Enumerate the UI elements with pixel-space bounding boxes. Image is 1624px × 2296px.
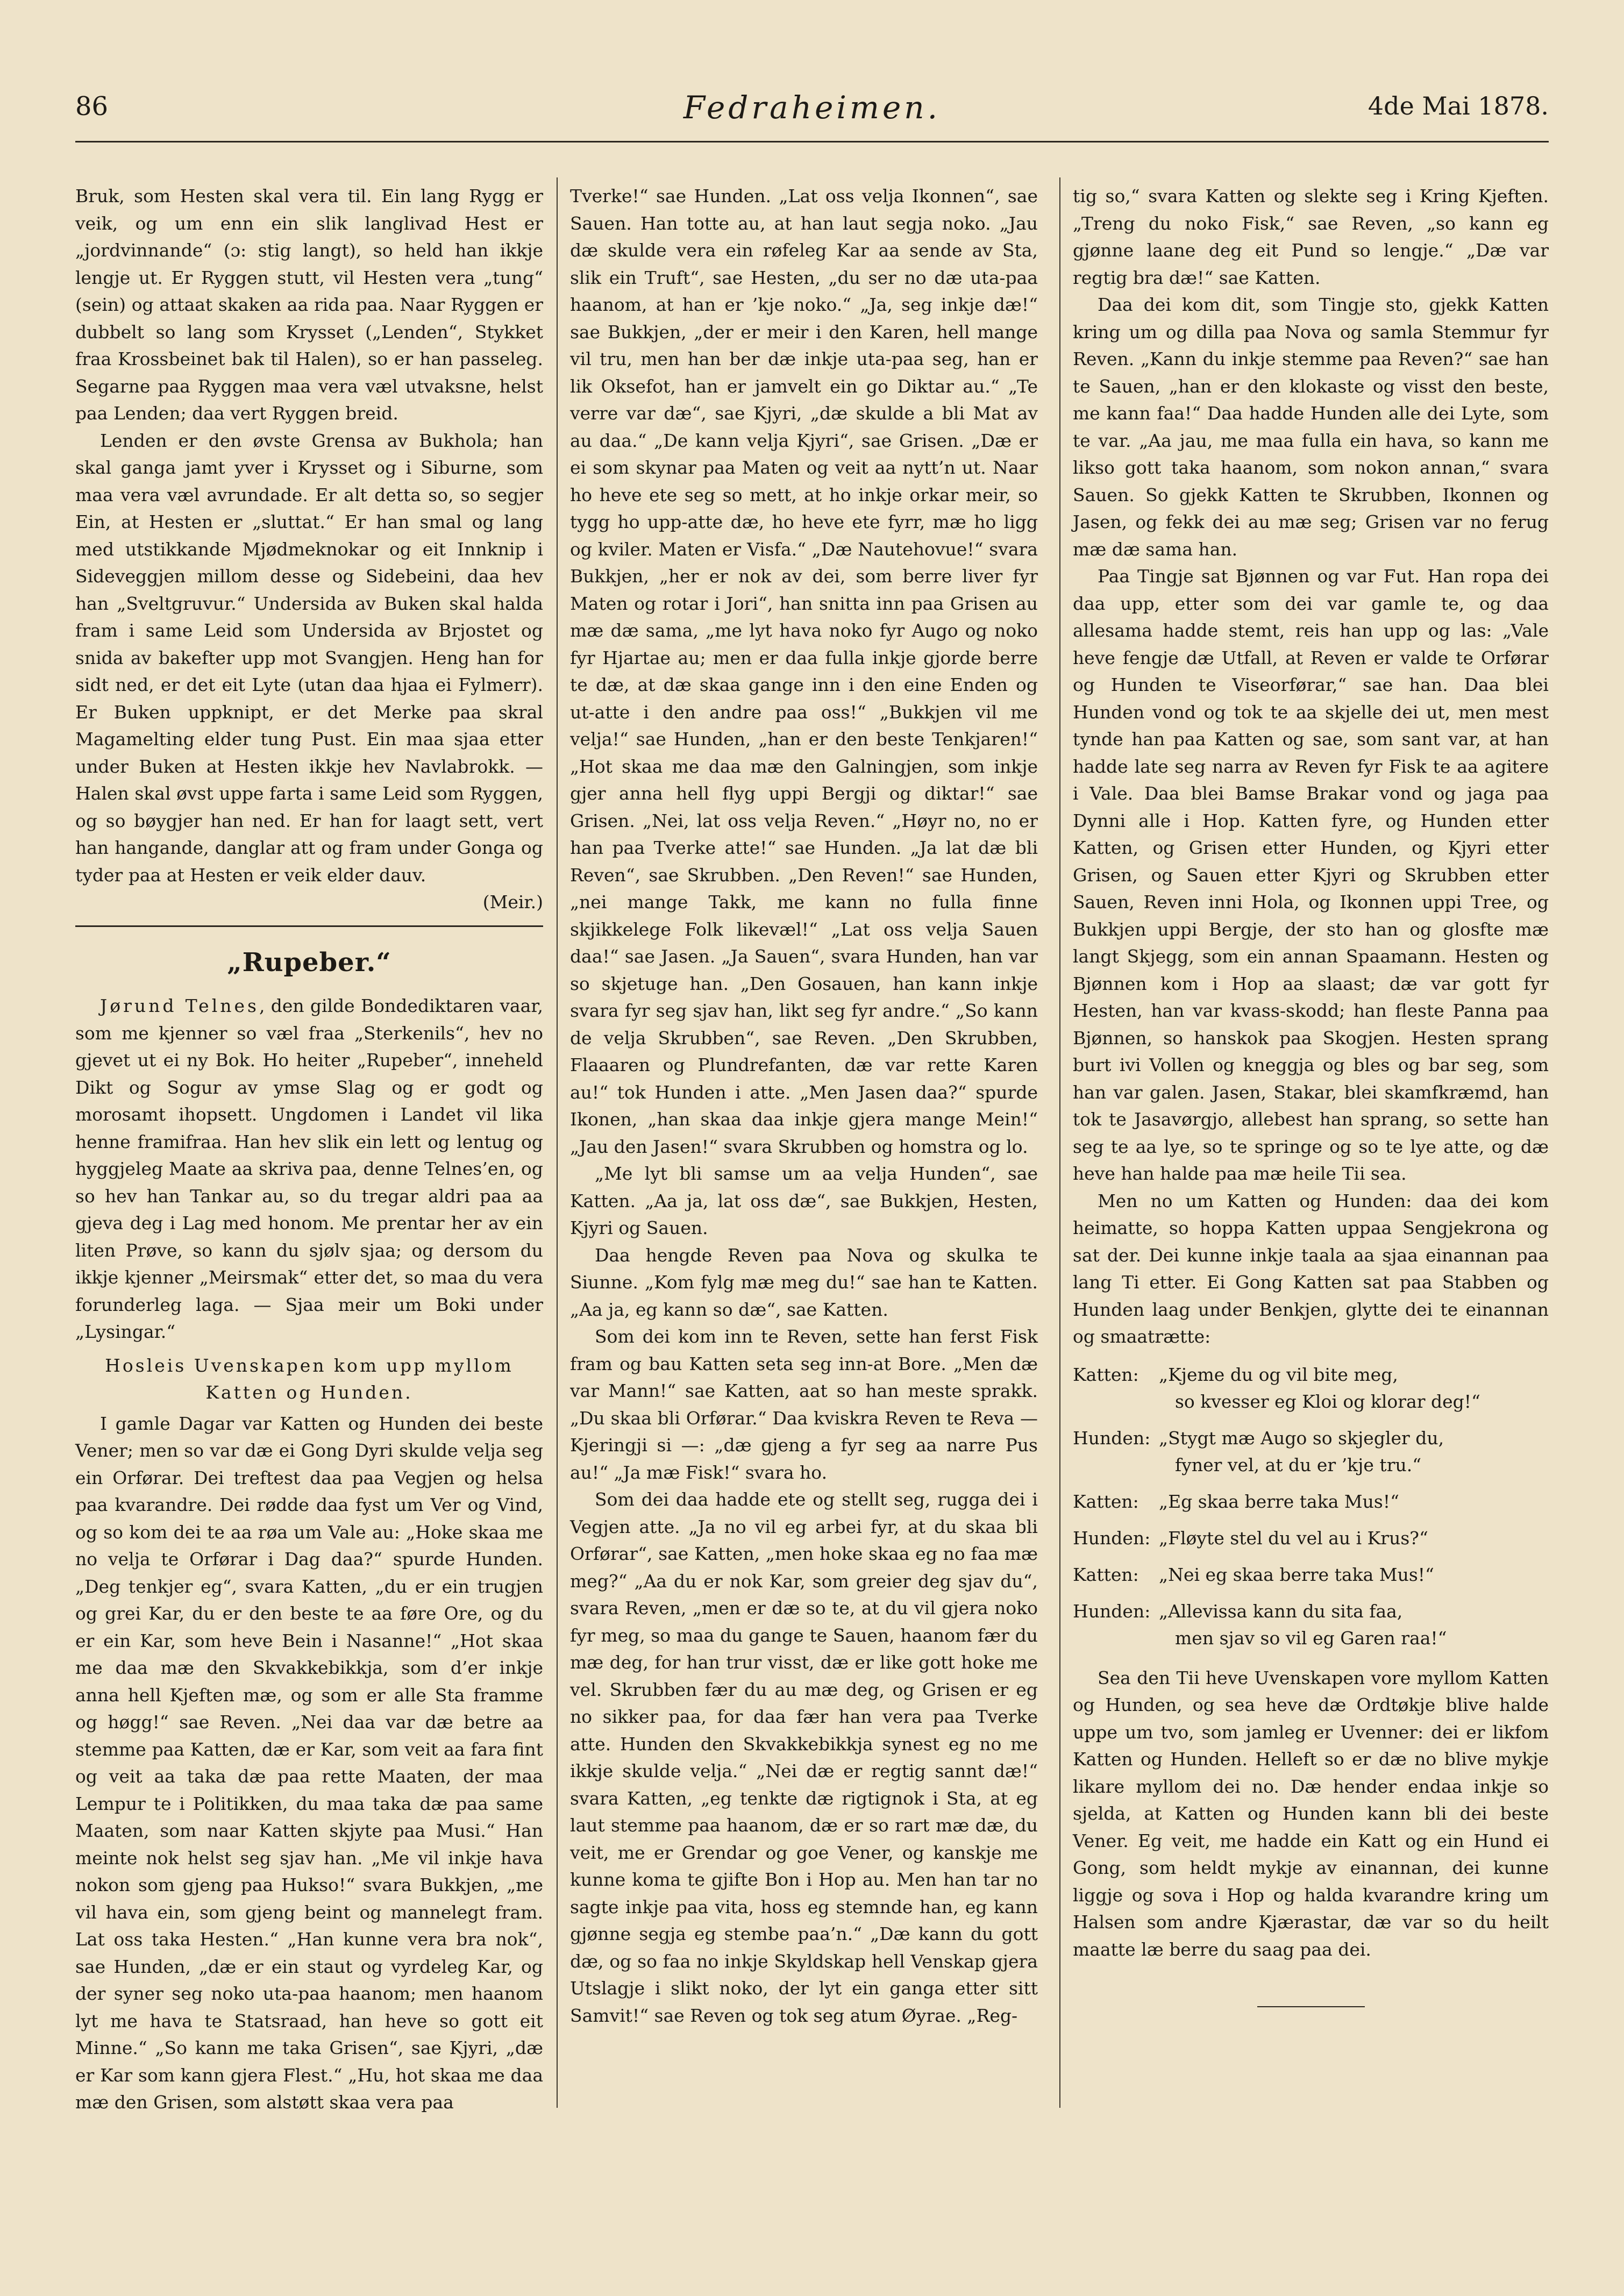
article-paragraph: Lenden er den øvste Grensa av Bukhola; han skal ganga jamt yver i Krysset og i Siburne, som maa vera væl avrundade. Er alt detta so, so segjer Ein, at Hesten er „sluttat.“ Er han smal og lang med utstikkande Mjødmeknokar og eit Innknip i Sideveggjen millom desse og Sidebeini, daa hev han „Sveltgruvur.“ Undersida av Buken skal halda fram i same Leid som Undersida av Brjostet og snida av bakefter upp mot Svangjen. Heng han for sidt ned, er det eit Lyte (utan daa hjaa ei Fylmerr). Er Buken uppknipt, er det Merke paa skral Magamelting elder tung Pust. Ein maa sjaa etter under Buken at Hesten ikkje hev Navlabrokk. — Halen skal øvst uppe farta i same Leid som Ryggen, og so bøygjer han ned. Er han for laagt sett, vert han hangande, danglar att og fram under Gonga og tyder paa at Hesten er veik elder dauv.	[75, 430, 543, 886]
continued-note: (Meir.)	[482, 892, 543, 912]
verse-dialog	[1073, 1361, 1549, 1652]
speaker-text: „Eg skaa berre taka Mus!“	[1159, 1491, 1399, 1512]
story-heading	[75, 1352, 543, 1406]
story-heading-line: Katten og Hunden.	[205, 1381, 413, 1403]
speaker-name: Hunden:	[1073, 1527, 1151, 1549]
story-paragraph: Daa hengde Reven paa Nova og skulka te Siunne. „Kom fylg mæ meg du!“ sae han te Katten. „Aa ja, eg kann so dæ“, sae Katten.	[570, 1244, 1038, 1320]
author-name: Jørund Telnes	[100, 995, 259, 1016]
article-title: „Rupeber.“	[227, 947, 391, 978]
story-paragraph: „Me lyt bli samse um aa velja Hunden“, sae Katten. „Aa ja, lat oss dæ“, sae Bukkjen, Hesten, Kjyri og Sauen.	[570, 1163, 1038, 1238]
story-paragraph: Som dei kom inn te Reven, sette han ferst Fisk fram og bau Katten seta seg inn-at Bore. „Men dæ var Mann!“ sae Katten, aat so han meste sprakk. „Du skaa bli Orførar.“ Daa kviskra Reven te Reva — Kjeringji si —: „dæ gjeng a fyr seg aa narre Pus au!“ „Ja mæ Fisk!“ svara ho.	[570, 1326, 1038, 1483]
speaker-name: Katten:	[1073, 1364, 1139, 1385]
speaker-name: Katten:	[1073, 1564, 1139, 1585]
speaker-text: „Fløyte stel du vel au i Krus?“	[1159, 1527, 1428, 1549]
dialog-line	[1073, 1598, 1549, 1625]
story-paragraph: Paa Tingje sat Bjønnen og var Fut. Han ropa dei daa upp, etter som dei var gamle te, og daa allesama hadde stemt, reis han upp og las: „Vale heve fengje dæ Utfall, at Reven er valde te Orførar og Hunden te Viseorførar,“ sae han. Daa blei Hunden vond og tok te aa skjelle dei ut, men mest tynde han paa Katten og sae, som sant var, at han hadde late seg narra av Reven fyr Fisk te aa agitere i Vale. Daa blei Bamse Brakar vond og jaga paa Dynni alle i Hop. Katten fyre, og Hunden etter Katten, og Grisen etter Hunden, og Kjyri etter Grisen, og Sauen etter Kjyri og Skrubben etter Sauen, Reven inni Hola, og Ikonnen uppi Tree, og Bukkjen uppi Bergje, der sto han og glosfte mæ langt Skjegg, som ein annan Spaamann. Hesten og Bjønnen kom i Hop aa slaast; dæ var gott fyr Hesten, han var kvass-skodd; han fleste Panna paa Bjønnen, so hanskok paa Skogjen. Hesten sprang burt ivi Vollen og kneggja og bles og bar seg, som han var galen. Jasen, Stakar, blei skamfkræmd, han tok te Jasavørgjo, allebest han sprang, so sette han seg te aa lye, so te springe og so te lye atte, og dæ heve han halde paa mæ heile Tii sea.	[1073, 566, 1549, 1184]
story-paragraph: tig so,“ svara Katten og slekte seg i Kring Kjeften. „Treng du noko Fisk,“ sae Reven, „so kann eg gjønne laane deg eit Pund so lengje.“ „Dæ var regtig bra dæ!“ sae Katten.	[1073, 186, 1549, 288]
story-heading-line: Hosleis Uvenskapen kom upp myllom	[105, 1354, 514, 1376]
dialog-continuation: fyner vel, at du er ’kje tru.“	[1175, 1454, 1422, 1475]
dialog-continuation: so kvesser eg Kloi og klorar deg!“	[1175, 1391, 1480, 1412]
speaker-text: „Allevissa kann du sita faa,	[1159, 1600, 1403, 1622]
speaker-name: Katten:	[1073, 1491, 1139, 1512]
section-divider	[75, 925, 543, 927]
header-rule	[75, 141, 1549, 142]
column-rule	[557, 177, 558, 2108]
dialog-line	[1073, 1425, 1549, 1452]
speaker-text: „Stygt mæ Augo so skjegler du,	[1159, 1427, 1444, 1449]
column-1	[75, 183, 543, 2113]
speaker-name: Hunden:	[1073, 1600, 1151, 1622]
column-2	[570, 183, 1038, 2086]
column-3	[1073, 183, 1549, 2086]
speaker-text: „Kjeme du og vil bite meg,	[1159, 1364, 1398, 1385]
page-header	[75, 91, 1549, 129]
review-text: , den gilde Bondediktaren vaar, som me kjenner so væl fraa „Sterkenils“, hev no gjevet ut ei ny Bok. Ho heiter „Rupeber“, inneheld Dikt og Sogur av ymse Slag og er godt og morosamt ihopsett. Ungdomen i Landet vil lika henne framifraa. Han hev slik ein lett og lentug og hyggjeleg Maate aa skriva paa, denne Telnes’en, og so hev han Tankar au, so du tregar aldri paa aa gjeva deg i Lag med honom. Me prentar her av ein liten Prøve, so kann du sjølv sjaa; og dersom du ikkje kjenner „Meirsmak“ etter det, so maa du vera forunderleg laga. — Sjaa meir um Boki under „Lysingar.“	[75, 995, 543, 1342]
review-paragraph	[75, 993, 543, 1346]
story-paragraph: I gamle Dagar var Katten og Hunden dei beste Vener; men so var dæ ei Gong Dyri skulde velja seg ein Orførar. Dei treftest daa paa Vegjen og helsa paa kvarandre. Dei rødde daa fyst um Ver og Vind, og so kom dei te aa røa um Vale au: „Hoke skaa me no velja te Orførar i Dag daa?“ spurde Hunden. „Deg tenkjer eg“, svara Katten, „du er ein trugjen og grei Kar, du er den beste te aa føre Ore, og du er ein Kar, som heve Bein i Nasanne!“ „Hot skaa me daa mæ den Skvakkebikkja, som d’er inkje anna hell Kjeften mæ, og som er alle Sta framme og høgg!“ sae Reven. „Nei daa var dæ betre aa stemme paa Katten, dæ er Kar, som veit aa fara fint og veit aa taka dæ paa rette Maaten, der maa Lempur te i Politikken, du maa taka dæ paa same Maaten, som naar Katten skjyte paa Musi.“ Han meinte nok helst seg sjav han. „Me vil inkje hava nokon som gjeng paa Hukso!“ svara Bukkjen, „me vil hava ein, som gjeng beint og mannelegt fram. Lat oss taka Hesten.“ „Han kunne vera bra nok“, sae Hunden, „dæ er ein staut og vyrdeleg Kar, og der syner seg noko uta-paa haanom; men haanom lyt me hava te Statsraad, han heve so gott eit Minne.“ „So kann me taka Grisen“, sae Kjyri, „dæ er Kar som kann gjera Flest.“ „Hu, hot skaa me daa mæ den Grisen, som alstøtt skaa vera paa	[75, 1413, 543, 2113]
masthead-title: Fedraheimen.	[683, 89, 941, 126]
story-paragraph: Som dei daa hadde ete og stellt seg, rugga dei i Vegjen atte. „Ja no vil eg arbei fyr, at du skaa bli Orførar“, sae Katten, „men hoke skaa eg no faa mæ meg?“ „Aa du er nok Kar, som greier deg sjav du“, svara Reven, „men er dæ so te, at du vil gjera noko fyr meg, so maa du gange te Sauen, haanom fær du mæ deg, for han trur visst, dæ er like gott hoke me vel. Skrubben fær du au mæ deg, og Grisen er eg no sikker paa, for daa fær han vera paa Tverke atte. Hunden den Skvakkebikkja synest eg no me ikkje skulde velja.“ „Nei dæ er regtig sannt dæ!“ svara Katten, „eg tenkte dæ rigtignok i Sta, at eg laut stemme paa haanom, dæ er so rart mæ dæ, du veit, me er Grendar og goe Vener, og kanskje me kunne koma te gjifte Bon i Hop au. Men han tar no sagte inkje paa vita, hoss eg stemnde han, eg kann gjønne segja eg stembe paa’n.“ „Dæ kann du gott dæ, og so faa no inkje Skyldskap hell Venskap gjera Utslagje i slikt noko, der lyt ein ganga etter sitt Samvit!“ sae Reven og tok seg atum Øyrae. „Reg-	[570, 1489, 1038, 2026]
story-paragraph: Daa dei kom dit, som Tingje sto, gjekk Katten kring um og dilla paa Nova og samla Stemmur fyr Reven. „Kann du inkje stemme paa Reven?“ sae han te Sauen, „han er den klokaste og visst den beste, me kann faa!“ Daa hadde Hunden alle dei Lyte, som te var. „Aa jau, me maa fulla ein hava, so kann me likso gott taka haanom, som nokon annan,“ svara Sauen. So gjekk Katten te Skrubben, Ikonnen og Jasen, og fekk dei au mæ seg; Grisen var no ferug mæ dæ sama han.	[1073, 294, 1549, 560]
dialog-line	[1073, 1488, 1549, 1515]
column-rule	[1059, 177, 1060, 2108]
dialog-line	[1073, 1525, 1549, 1552]
dialog-continuation: men sjav so vil eg Garen raa!“	[1175, 1627, 1447, 1649]
speaker-text: „Nei eg skaa berre taka Mus!“	[1159, 1564, 1434, 1585]
issue-date: 4de Mai 1878.	[1367, 91, 1549, 120]
dialog-line	[1073, 1561, 1549, 1588]
dialog-line	[1073, 1361, 1549, 1388]
article-paragraph: Bruk, som Hesten skal vera til. Ein lang Rygg er veik, og um enn ein slik langlivad Hest er „jordvinnande“ (ɔ: stig langt), so held han ikkje lengje ut. Er Ryggen stutt, vil Hesten vera „tung“ (sein) og attaat skaken aa rida paa. Naar Ryggen er dubbelt so lang som Krysset („Lenden“, Stykket fraa Krossbeinet bak til Halen), so er han passeleg. Segarne paa Ryggen maa vera væl utvaksne, helst paa Lenden; daa vert Ryggen breid.	[75, 186, 543, 424]
speaker-name: Hunden:	[1073, 1427, 1151, 1449]
story-paragraph: Men no um Katten og Hunden: daa dei kom heimatte, so hoppa Katten uppaa Sengjekrona og sat der. Dei kunne inkje taala aa sjaa einannan paa lang Ti etter. Ei Gong Katten sat paa Stabben og Hunden laag under Benkjen, glytte dei te einannan og smaatrætte:	[1073, 1190, 1549, 1347]
story-paragraph: Tverke!“ sae Hunden. „Lat oss velja Ikonnen“, sae Sauen. Han totte au, at han laut segja noko. „Jau dæ skulde vera ein røfeleg Kar aa sende av Sta, slik ein Truft“, sae Hesten, „du ser no dæ uta-paa haanom, at han er ’kje noko.“ „Ja, seg inkje dæ!“ sae Bukkjen, „der er meir i den Karen, hell mange vil tru, men han ber dæ inkje uta-paa seg, han er lik Oksefot, han er jamvelt ein go Diktar au.“ „Te verre var dæ“, sae Kjyri, „dæ skulde a bli Mat av au daa.“ „De kann velja Kjyri“, sae Grisen. „Dæ er ei som skynar paa Maten og veit aa nytt’n ut. Naar ho heve ete seg so mett, at ho inkje orkar meir, so tygg ho upp-atte dæ, ho heve ete fyrr, mæ ho ligg og kviler. Maten er Visfa.“ „Dæ Nautehovue!“ svara Bukkjen, „her er nok av dei, som berre liver fyr Maten og rotar i Jori“, han snitta inn paa Grisen au mæ dæ sama, „me lyt hava noko fyr Augo og noko fyr Hjartae au; men er daa fulla inkje gjorde berre te dæ, at dæ skaa gange inn i den eine Enden og ut-atte i den andre paa oss!“ „Bukkjen vil me velja!“ sae Hunden, „han er den beste Tenkjaren!“ „Hot skaa me daa mæ den Galningjen, som inkje gjer anna hell flyg uppi Bergji og diktar!“ sae Grisen. „Nei, lat oss velja Reven.“ „Høyr no, no er han paa Tverke atte!“ sae Hunden. „Ja lat dæ bli Reven“, sae Skrubben. „Den Reven!“ sae Hunden, „nei mange Takk, me kann no fulla finne skjikkelege Folk likevæl!“ „Lat oss velja Sauen daa!“ sae Jasen. „Ja Sauen“, svara Hunden, han var so skjetuge han. „Den Gosauen, han kann inkje svara fyr seg sjav han, likt seg fyr andre.“ „So kann de velja Skrubben“, sae Reven. „Den Skrubben, Flaaaren og Plundrefanten, dæ var rette Karen au!“ tok Hunden i atte. „Men Jasen daa?“ spurde Ikonen, „han skaa daa inkje gjera mange Mein!“ „Jau den Jasen!“ svara Skrubben og homstra og lo.	[570, 186, 1038, 1157]
end-divider	[1257, 2006, 1365, 2007]
story-paragraph: Sea den Tii heve Uvenskapen vore myllom Katten og Hunden, og sea heve dæ Ordtøkje blive halde uppe um tvo, som jamleg er Uvenner: dei er likfom Katten og Hunden. Helleft so er dæ no blive mykje likare myllom dei no. Dæ hender endaa inkje so sjelda, at Katten og Hunden kann bli dei beste Vener. Eg veit, me hadde ein Katt og ein Hund ei Gong, som heldt mykje av einannan, dei kunne liggje og sova i Hop og halda kvarandre kring um Halsen som andre Kjærastar, dæ var so du heilt maatte læ berre du saag paa dei.	[1073, 1667, 1549, 1960]
page-number: 86	[75, 91, 109, 122]
